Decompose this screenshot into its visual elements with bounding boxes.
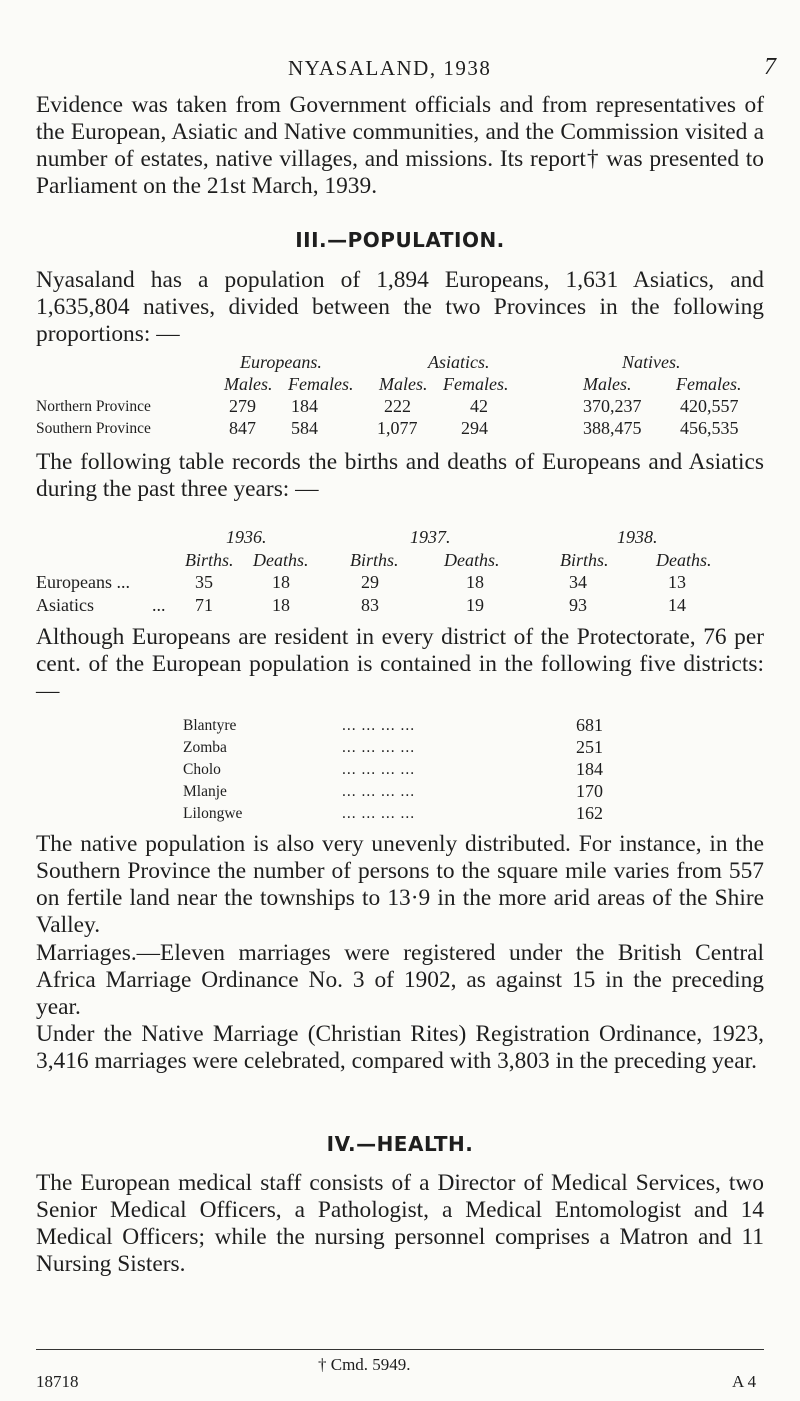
page-number: 7: [764, 54, 776, 80]
column-header: Males.: [379, 374, 428, 394]
table-cell: 42: [470, 396, 488, 416]
intro-paragraph: Evidence was taken from Government officials and from representatives of the European, Asiatic and Native communities, and the Commission visited a number of estates, native villages, and missions. Its report† was presented to Parliament on the 21st March, 1939.: [36, 92, 764, 199]
column-header: Deaths.: [253, 550, 309, 570]
print-code: 18718: [36, 1372, 79, 1391]
district-value: 162: [576, 803, 603, 823]
distribution-paragraph: The native population is also very unevenly distributed. For instance, in the Southern Province the number of persons to the square mile varies from 557 on fertile land near the townships to 13·9 in the more arid areas of the Shire Valley.: [36, 831, 764, 938]
table-cell: 18: [272, 572, 290, 592]
group-header: Asiatics.: [428, 352, 490, 372]
dot-leader: ... ... ... ...: [342, 739, 416, 756]
district-name: Zomba: [183, 739, 227, 756]
row-label: Southern Province: [36, 420, 151, 437]
group-header: Europeans.: [240, 352, 322, 372]
marriages-paragraph: Marriages.—Eleven marriages were registered under the British Central Africa Marriage Ordinance No. 3 of 1902, as against 15 in the preceding year.: [36, 940, 764, 1020]
column-header: Females.: [288, 374, 354, 394]
table-cell: 83: [361, 595, 379, 615]
table-cell: 18: [466, 572, 484, 592]
footnote: † Cmd. 5949.: [318, 1355, 411, 1374]
table-cell: 388,475: [583, 418, 642, 438]
column-header: Males.: [583, 374, 632, 394]
row-leader: ...: [152, 595, 166, 615]
column-header: Males.: [224, 374, 273, 394]
district-value: 681: [576, 715, 603, 735]
population-heading: III.—POPULATION.: [295, 228, 505, 252]
dot-leader: ... ... ... ...: [342, 761, 416, 778]
table-cell: 34: [569, 572, 587, 592]
year-header: 1936.: [226, 527, 267, 547]
table-cell: 847: [229, 418, 256, 438]
row-label: Asiatics: [36, 595, 94, 615]
dot-leader: ... ... ... ...: [342, 783, 416, 800]
column-header: Births.: [185, 550, 234, 570]
district-name: Mlanje: [183, 783, 227, 800]
column-header: Females.: [443, 374, 509, 394]
column-header: Births.: [560, 550, 609, 570]
table-cell: 14: [668, 595, 686, 615]
year-header: 1937.: [410, 527, 451, 547]
table-cell: 584: [291, 418, 318, 438]
table-cell: 13: [668, 572, 686, 592]
row-label: Europeans ...: [36, 572, 130, 592]
column-header: Births.: [350, 550, 399, 570]
district-value: 251: [576, 737, 603, 757]
population-intro: Nyasaland has a population of 1,894 Europeans, 1,631 Asiatics, and 1,635,804 natives, divided between the two Provinces in the following proportions: —: [36, 267, 764, 347]
districts-intro: Although Europeans are resident in every district of the Protectorate, 76 per cent. of the European population is contained in the following five districts: —: [36, 624, 764, 704]
table-cell: 1,077: [377, 418, 418, 438]
births-intro: The following table records the births and deaths of Europeans and Asiatics during the past three years: —: [36, 449, 764, 502]
year-header: 1938.: [617, 527, 658, 547]
table-cell: 184: [291, 396, 318, 416]
signature-mark: A 4: [732, 1372, 757, 1391]
column-header: Females.: [676, 374, 742, 394]
table-cell: 71: [195, 595, 213, 615]
column-header: Deaths.: [444, 550, 500, 570]
table-cell: 420,557: [680, 396, 739, 416]
table-cell: 19: [466, 595, 484, 615]
table-cell: 294: [461, 418, 488, 438]
group-header: Natives.: [622, 352, 681, 372]
native-marriage-paragraph: Under the Native Marriage (Christian Rites) Registration Ordinance, 1923, 3,416 marriages were celebrated, compared with 3,803 in the preceding year.: [36, 1021, 764, 1074]
dot-leader: ... ... ... ...: [342, 717, 416, 734]
table-cell: 35: [195, 572, 213, 592]
district-value: 184: [576, 759, 603, 779]
table-cell: 29: [361, 572, 379, 592]
district-name: Blantyre: [183, 717, 237, 734]
table-cell: 279: [229, 396, 256, 416]
table-cell: 222: [384, 396, 411, 416]
district-value: 170: [576, 781, 603, 801]
running-title: NYASALAND, 1938: [288, 56, 492, 80]
table-cell: 370,237: [583, 396, 642, 416]
table-cell: 18: [272, 595, 290, 615]
table-cell: 456,535: [680, 418, 739, 438]
column-header: Deaths.: [656, 550, 712, 570]
footnote-rule: [36, 1349, 764, 1350]
health-heading: IV.—HEALTH.: [326, 1132, 474, 1156]
table-cell: 93: [569, 595, 587, 615]
row-label: Northern Province: [36, 398, 151, 415]
district-name: Cholo: [183, 761, 221, 778]
health-paragraph: The European medical staff consists of a Director of Medical Services, two Senior Medical Officers, a Pathologist, a Medical Entomologist and 14 Medical Officers; while the nursing personnel comprises a Matron and 11 Nursing Sisters.: [36, 1170, 764, 1277]
district-name: Lilongwe: [183, 805, 243, 822]
dot-leader: ... ... ... ...: [342, 805, 416, 822]
